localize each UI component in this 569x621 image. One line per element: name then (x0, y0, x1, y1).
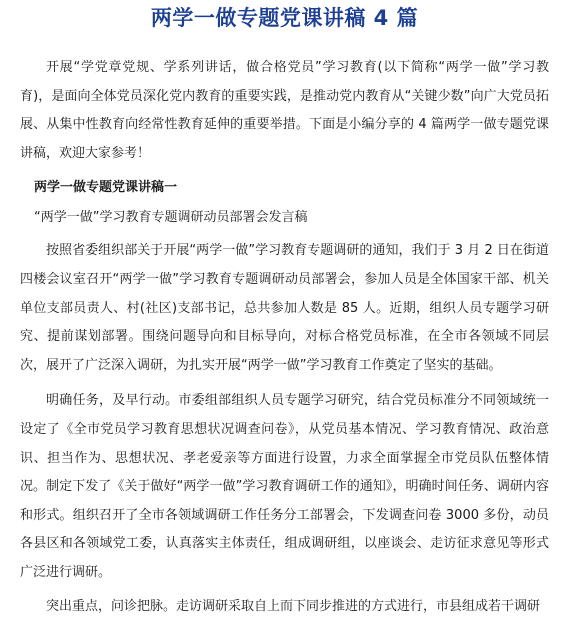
section-heading: 两学一做专题党课讲稿一 (20, 177, 549, 199)
body-paragraph: 按照省委组织部关于开展“两学一做”学习教育专题调研的通知，我们于 3 月 2 日在街道四楼会议室召开“两学一做”学习教育专题调研动员部署会，参加人员是全体国家干部、机关单位支部员责人、村(社区)支部书记，总共参加人数是 85 人。近期，组织人员专题学习研究、提前谋划部署。围绕问题导向和目标导向，对标合格党员标准，在全市各领域不同层次，展开了广泛深入调研，为扎实开展“两学一做”学习教育工作奠定了坚实的基础。 (20, 237, 549, 380)
body-paragraph: 突出重点，问诊把脉。走访调研采取自上而下同步推进的方式进行，市县组成若干调研 (20, 593, 549, 621)
body-paragraph: 明确任务，及早行动。市委组部组织人员专题学习研究，结合党员标准分不同领域统一设定了《全市党员学习教育思想状况调查问卷》，从党员基本情况、学习教育情况、政治意识、担当作为、思想状况、孝老爱亲等方面进行设置，力求全面掌握全市党员队伍整体情况。制定下发了《关于做好“两学一做”学习教育调研工作的通知》，明确时间任务、调研内容和形式。组织召开了全市各领域调研工作任务分工部署会，下发调查问卷 3000 多份，动员各县区和各领域党工委，认真落实主体责任，组成调研组，以座谈会、走访征求意见等形式广泛进行调研。 (20, 387, 549, 587)
speech-title: “两学一做”学习教育专题调研动员部署会发言稿 (20, 207, 549, 229)
document-title: 两学一做专题党课讲稿 4 篇 (20, 4, 549, 32)
intro-paragraph: 开展“学党章党规、学系列讲话，做合格党员”学习教育(以下简称“两学一做”学习教育)，是面向全体党员深化党内教育的重要实践，是推动党内教育从“关键少数”向广大党员拓展、从集中性教育向经常性教育延伸的重要举措。下面是小编分享的 4 篇两学一做专题党课讲稿，欢迎大家参考！ (20, 54, 549, 168)
